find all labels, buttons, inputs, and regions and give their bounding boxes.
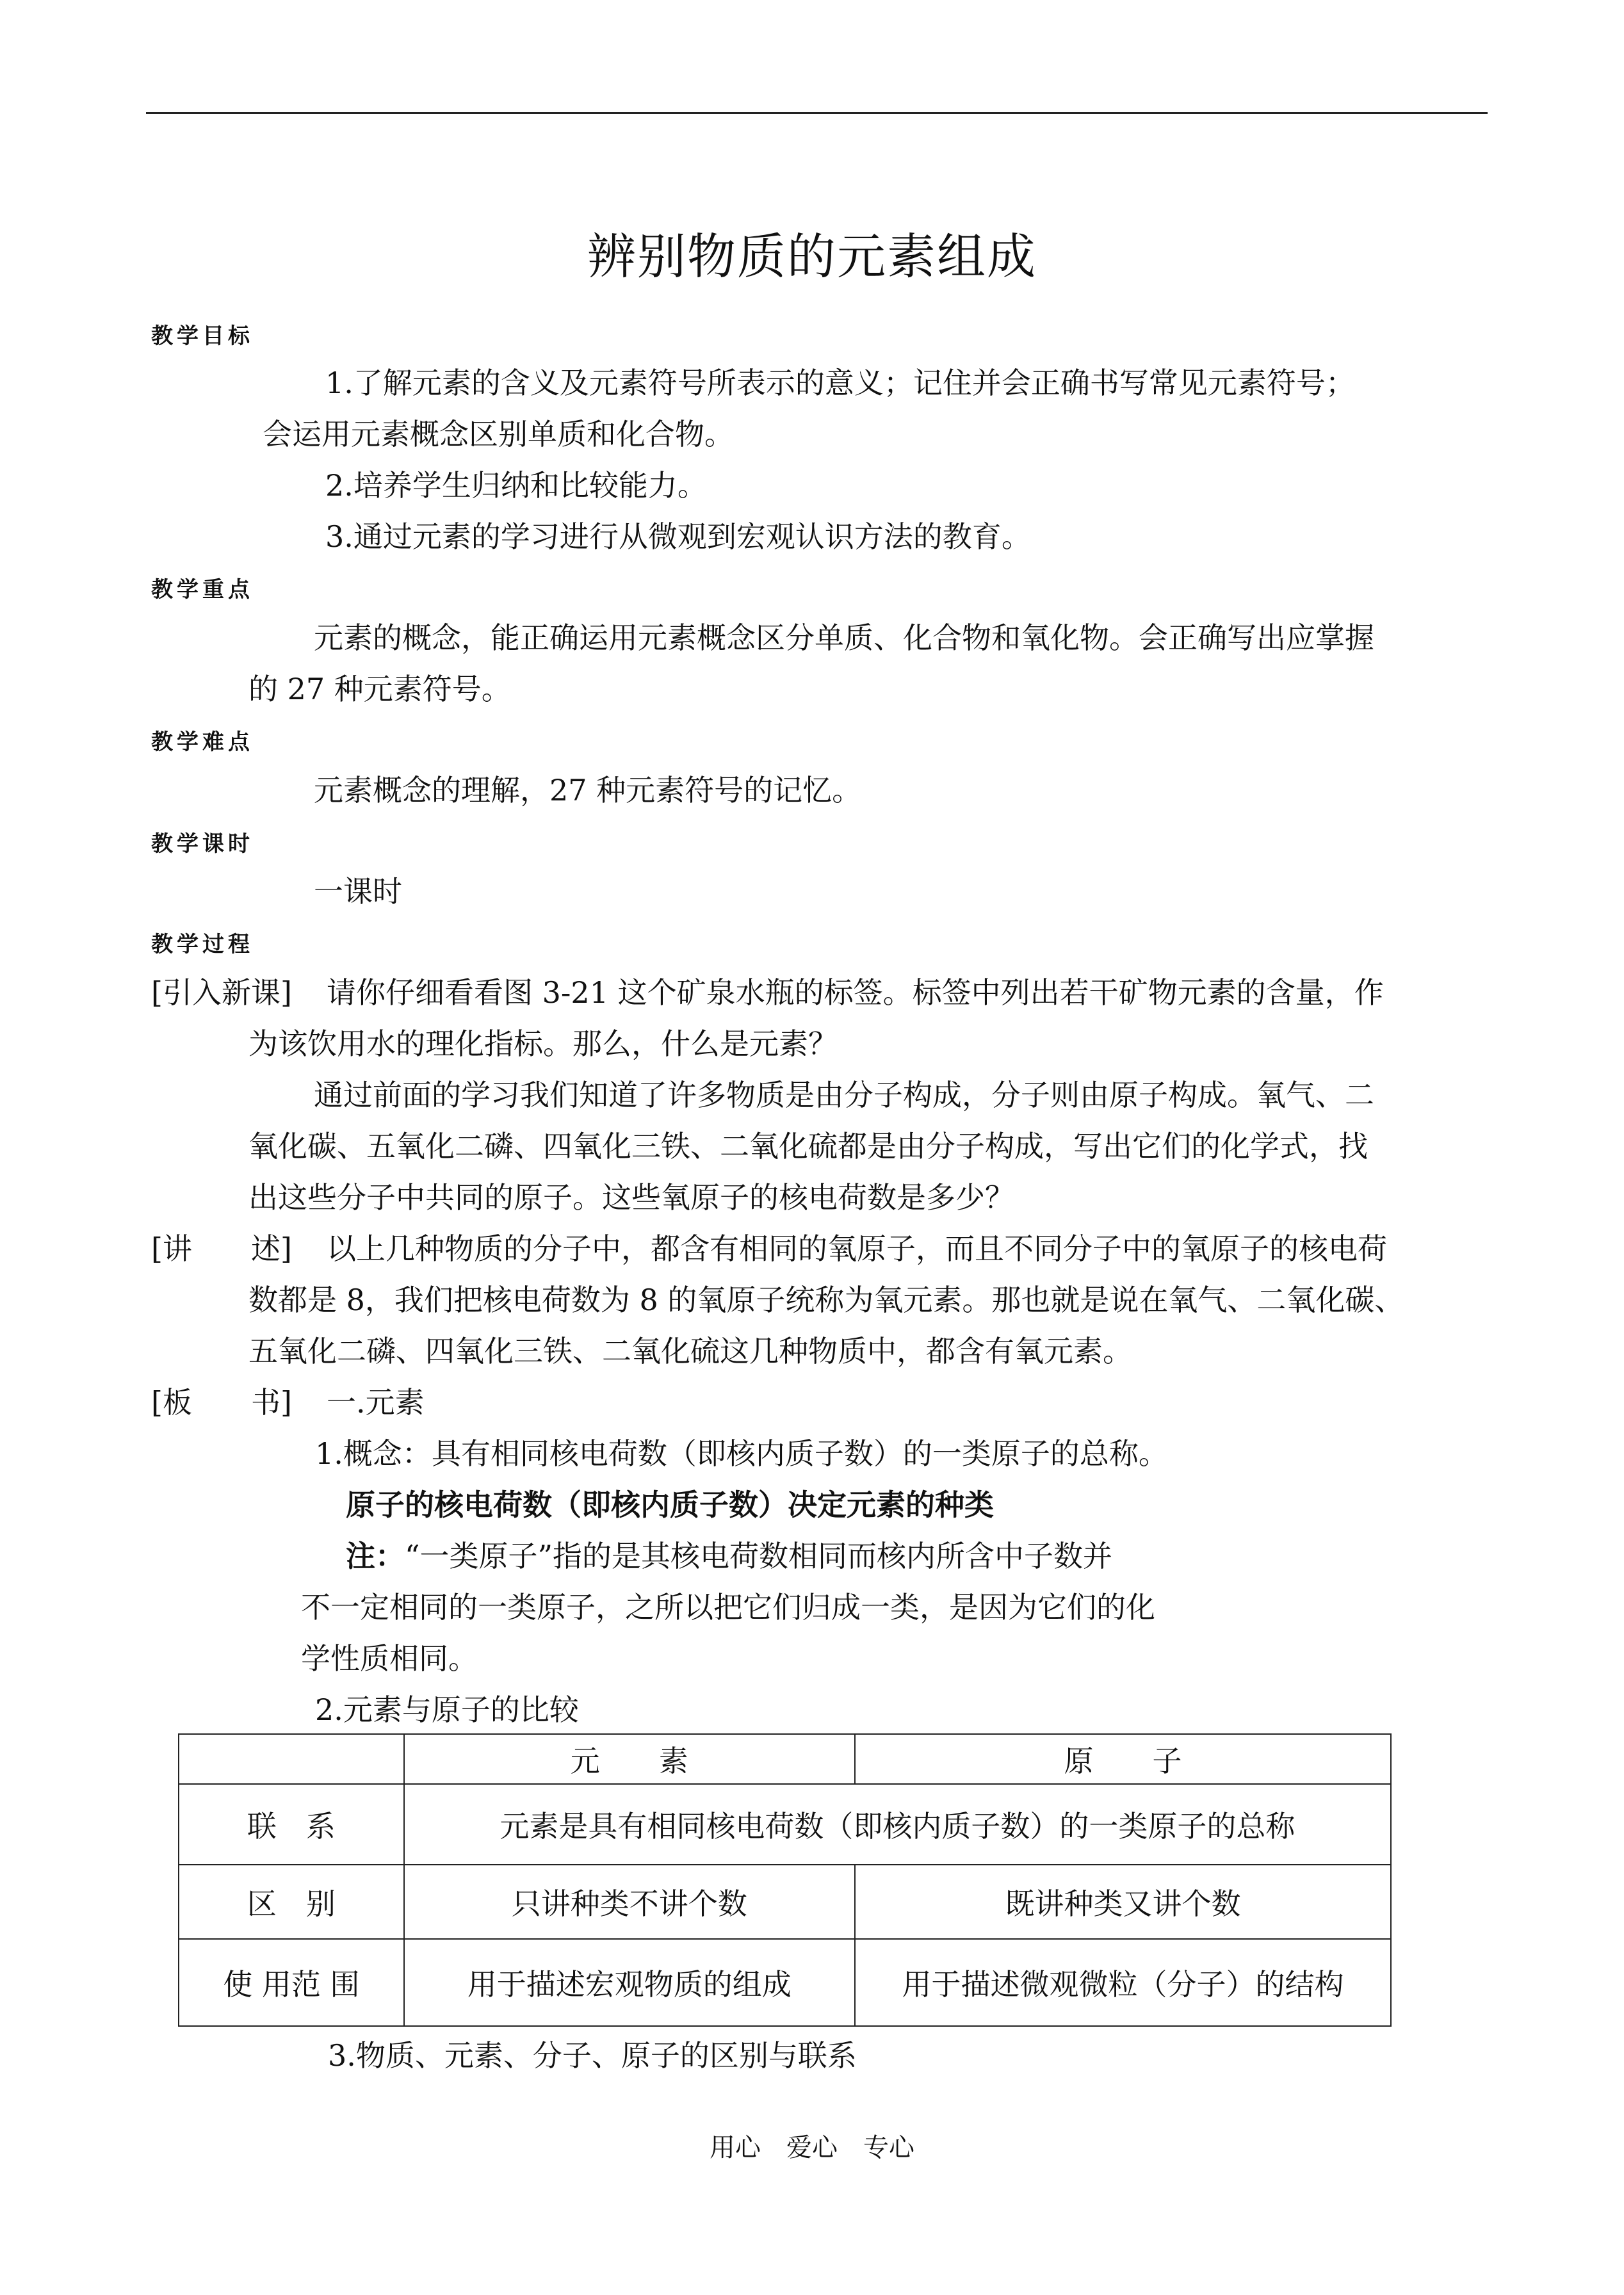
bold-statement: 原子的核电荷数（即核内质子数）决定元素的种类 — [346, 1488, 994, 1522]
comparison-table — [178, 1733, 1392, 2027]
section-heading-key-points: 教学重点 — [151, 577, 254, 603]
table-header-empty — [179, 1734, 404, 1784]
page-footer: 用心 爱心 专心 — [710, 2133, 914, 2162]
difficulties-line-1: 元素概念的理解，27 种元素符号的记忆。 — [314, 773, 862, 807]
note-line-3: 学性质相同。 — [301, 1641, 478, 1676]
row-label-difference: 区 别 — [179, 1865, 404, 1939]
difference-element-cell: 只讲种类不讲个数 — [404, 1865, 855, 1939]
scope-atom-cell: 用于描述微观微粒（分子）的结构 — [855, 1939, 1391, 2026]
row-label-scope: 使 用范 围 — [179, 1939, 404, 2026]
table-header-atom: 原 子 — [855, 1734, 1391, 1784]
relation-heading: 3.物质、元素、分子、原子的区别与联系 — [328, 2038, 857, 2073]
scope-element-cell: 用于描述宏观物质的组成 — [404, 1939, 855, 2026]
para2-line-3: 出这些分子中共同的原子。这些氧原子的核电荷数是多少？ — [248, 1180, 1014, 1215]
section-heading-periods: 教学课时 — [151, 831, 254, 857]
board-line-1: 一.元素 — [327, 1385, 425, 1420]
goal-item-2: 2.培养学生归纳和比较能力。 — [325, 468, 707, 503]
lecture-line-1: 以上几种物质的分子中，都含有相同的氧原子，而且不同分子中的氧原子的核电荷 — [327, 1231, 1387, 1266]
table-row — [179, 1865, 1391, 1939]
table-row — [179, 1784, 1391, 1865]
lecture-line-3: 五氧化二磷、四氧化三铁、二氧化硫这几种物质中，都含有氧元素。 — [248, 1334, 1132, 1368]
goal-item-1-line-1: 1.了解元素的含义及元素符号所表示的意义；记住并会正确书写常见元素符号； — [325, 366, 1355, 400]
section-heading-goals: 教学目标 — [151, 323, 254, 349]
note-text-1: “一类原子”指的是其核电荷数相同而核内所含中子数并 — [405, 1539, 1113, 1573]
periods-line-1: 一课时 — [314, 874, 402, 909]
board-tag: [板 书] — [151, 1385, 292, 1420]
lecture-tag: [讲 述] — [151, 1231, 292, 1266]
goal-item-1-line-2: 会运用元素概念区别单质和化合物。 — [263, 417, 734, 451]
note-line-1 — [346, 1530, 1112, 1582]
intro-tag: [引入新课] — [151, 975, 292, 1010]
difference-atom-cell: 既讲种类又讲个数 — [855, 1865, 1391, 1939]
table-row — [179, 1734, 1391, 1784]
key-points-line-1: 元素的概念，能正确运用元素概念区分单质、化合物和氧化物。会正确写出应掌握 — [314, 620, 1374, 655]
goal-item-3: 3.通过元素的学习进行从微观到宏观认识方法的教育。 — [325, 519, 1031, 554]
concept-definition: 1.概念：具有相同核电荷数（即核内质子数）的一类原子的总称。 — [315, 1436, 1168, 1471]
lecture-line-2: 数都是 8，我们把核电荷数为 8 的氧原子统称为氧元素。那也就是说在氧气、二氧化碳、 — [248, 1283, 1404, 1317]
intro-line-2: 为该饮用水的理化指标。那么，什么是元素？ — [248, 1026, 838, 1061]
table-header-element: 元 素 — [404, 1734, 855, 1784]
intro-line-1: 请你仔细看看图 3-21 这个矿泉水瓶的标签。标签中列出若干矿物元素的含量，作 — [327, 975, 1384, 1010]
header-rule — [146, 112, 1488, 114]
key-points-line-2: 的 27 种元素符号。 — [248, 672, 511, 706]
para2-line-1: 通过前面的学习我们知道了许多物质是由分子构成，分子则由原子构成。氧气、二 — [314, 1078, 1374, 1112]
page-title: 辨别物质的元素组成 — [587, 228, 1037, 285]
para2-line-2: 氧化碳、五氧化二磷、四氧化三铁、二氧化硫都是由分子构成，写出它们的化学式，找 — [248, 1129, 1368, 1164]
section-heading-difficulties: 教学难点 — [151, 729, 254, 755]
compare-heading: 2.元素与原子的比较 — [315, 1692, 579, 1727]
table-row — [179, 1939, 1391, 2026]
row-label-relation: 联 系 — [179, 1784, 404, 1865]
note-label: 注： — [346, 1539, 405, 1573]
relation-merged-cell: 元素是具有相同核电荷数（即核内质子数）的一类原子的总称 — [404, 1784, 1391, 1865]
section-heading-process: 教学过程 — [151, 932, 254, 957]
note-line-2: 不一定相同的一类原子，之所以把它们归成一类，是因为它们的化 — [301, 1590, 1155, 1625]
